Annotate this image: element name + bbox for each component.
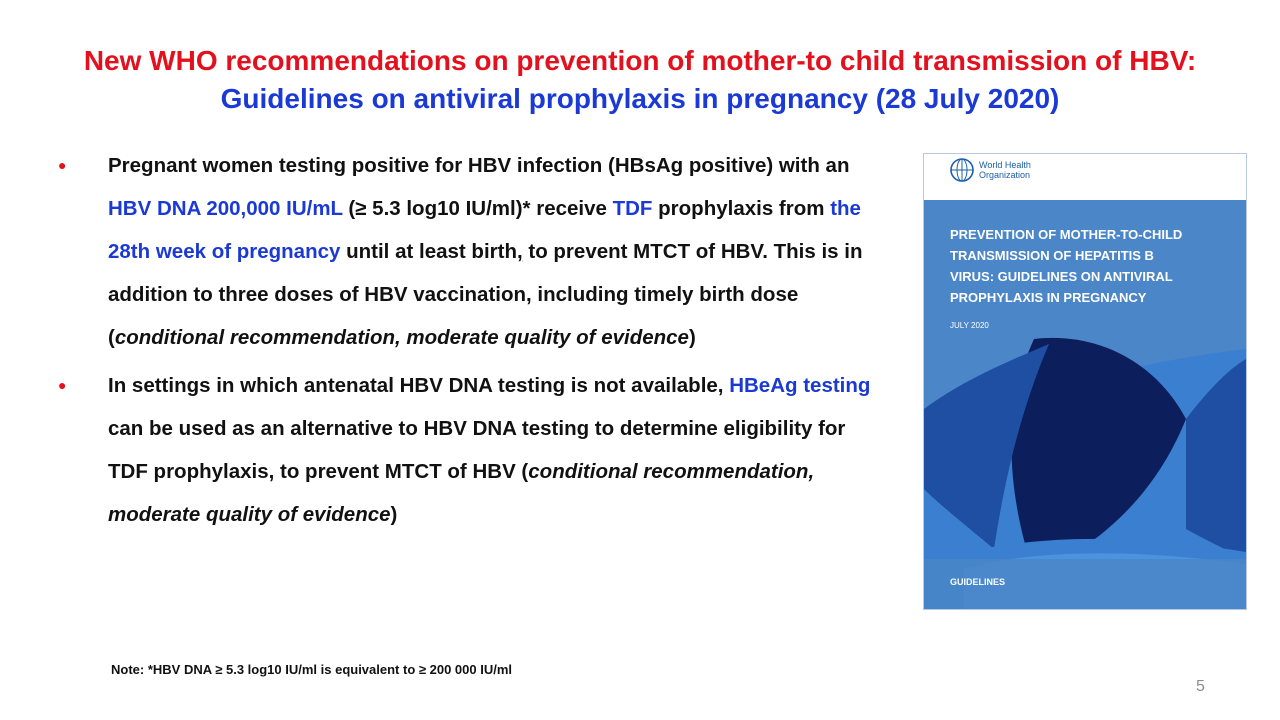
page-number: 5: [1196, 678, 1205, 695]
cover-date: JULY 2020: [950, 321, 989, 330]
guideline-cover-image: [923, 153, 1247, 610]
highlight-hbv-dna: HBV DNA 200,000 IU/mL: [108, 197, 343, 220]
highlight-28th-week: the 28th week of pregnancy: [108, 197, 861, 263]
text: ): [390, 503, 398, 526]
highlight-hbeag-testing: HBeAg testing: [729, 374, 871, 397]
text: (≥ 5.3 log10 IU/ml)* receive: [342, 197, 613, 220]
slide-title: [40, 42, 1240, 118]
cover-footer: GUIDELINES: [950, 577, 1006, 587]
recommendation-strength: conditional recommendation, moderate quality of evidence: [114, 326, 689, 349]
bullet-dot-icon: ●: [58, 377, 67, 393]
text: ): [688, 326, 696, 349]
cover-header: [924, 154, 1246, 200]
who-emblem-icon: [951, 159, 973, 181]
cover-title-line-3: VIRUS: GUIDELINES ON ANTIVIRAL: [950, 269, 1173, 284]
text: until at least birth: [340, 240, 517, 263]
text: prophylaxis from: [652, 197, 831, 220]
text: to prevent MTCT of HBV. This is in addition to three doses of HBV vaccination, including timely birth dose (: [108, 240, 863, 349]
title-part-2: Guidelines on antiviral prophylaxis in pregnancy (28 July 2020): [220, 83, 1060, 114]
cover-title-line-2: TRANSMISSION OF HEPATITIS B: [950, 248, 1154, 263]
cover-org-line-2: Organization: [979, 170, 1031, 180]
title-part-1: New WHO recommendations on prevention of mother-to child transmission of HBV:: [83, 45, 1197, 76]
text: can be used as an alternative to HBV DNA testing to determine eligibility for TDF prophylaxis, to prevent MTCT of HBV (: [108, 417, 846, 483]
text: In settings in which antenatal HBV DNA testing is not available,: [108, 374, 730, 397]
bullet-dot-icon: ●: [58, 157, 67, 173]
cover-org-line-1: World Health: [979, 160, 1031, 170]
bullet-item-1: [58, 144, 878, 359]
text: Pregnant women testing positive for HBV infection (HBsAg positive) with an: [108, 154, 850, 177]
cover-title-line-4: PROPHYLAXIS IN PREGNANCY: [950, 290, 1147, 305]
recommendation-strength: conditional recommendation, moderate quality of evidence: [108, 460, 815, 526]
cover-title-line-1: PREVENTION OF MOTHER-TO-CHILD: [950, 227, 1183, 242]
highlight-tdf: TDF: [612, 197, 653, 220]
bullet-item-2: [58, 364, 878, 536]
footnote: Note: *HBV DNA ≥ 5.3 log10 IU/ml is equivalent to ≥ 200 000 IU/ml: [111, 662, 513, 677]
underlined-comma: ,: [516, 240, 523, 263]
bullet-list: [58, 144, 878, 536]
